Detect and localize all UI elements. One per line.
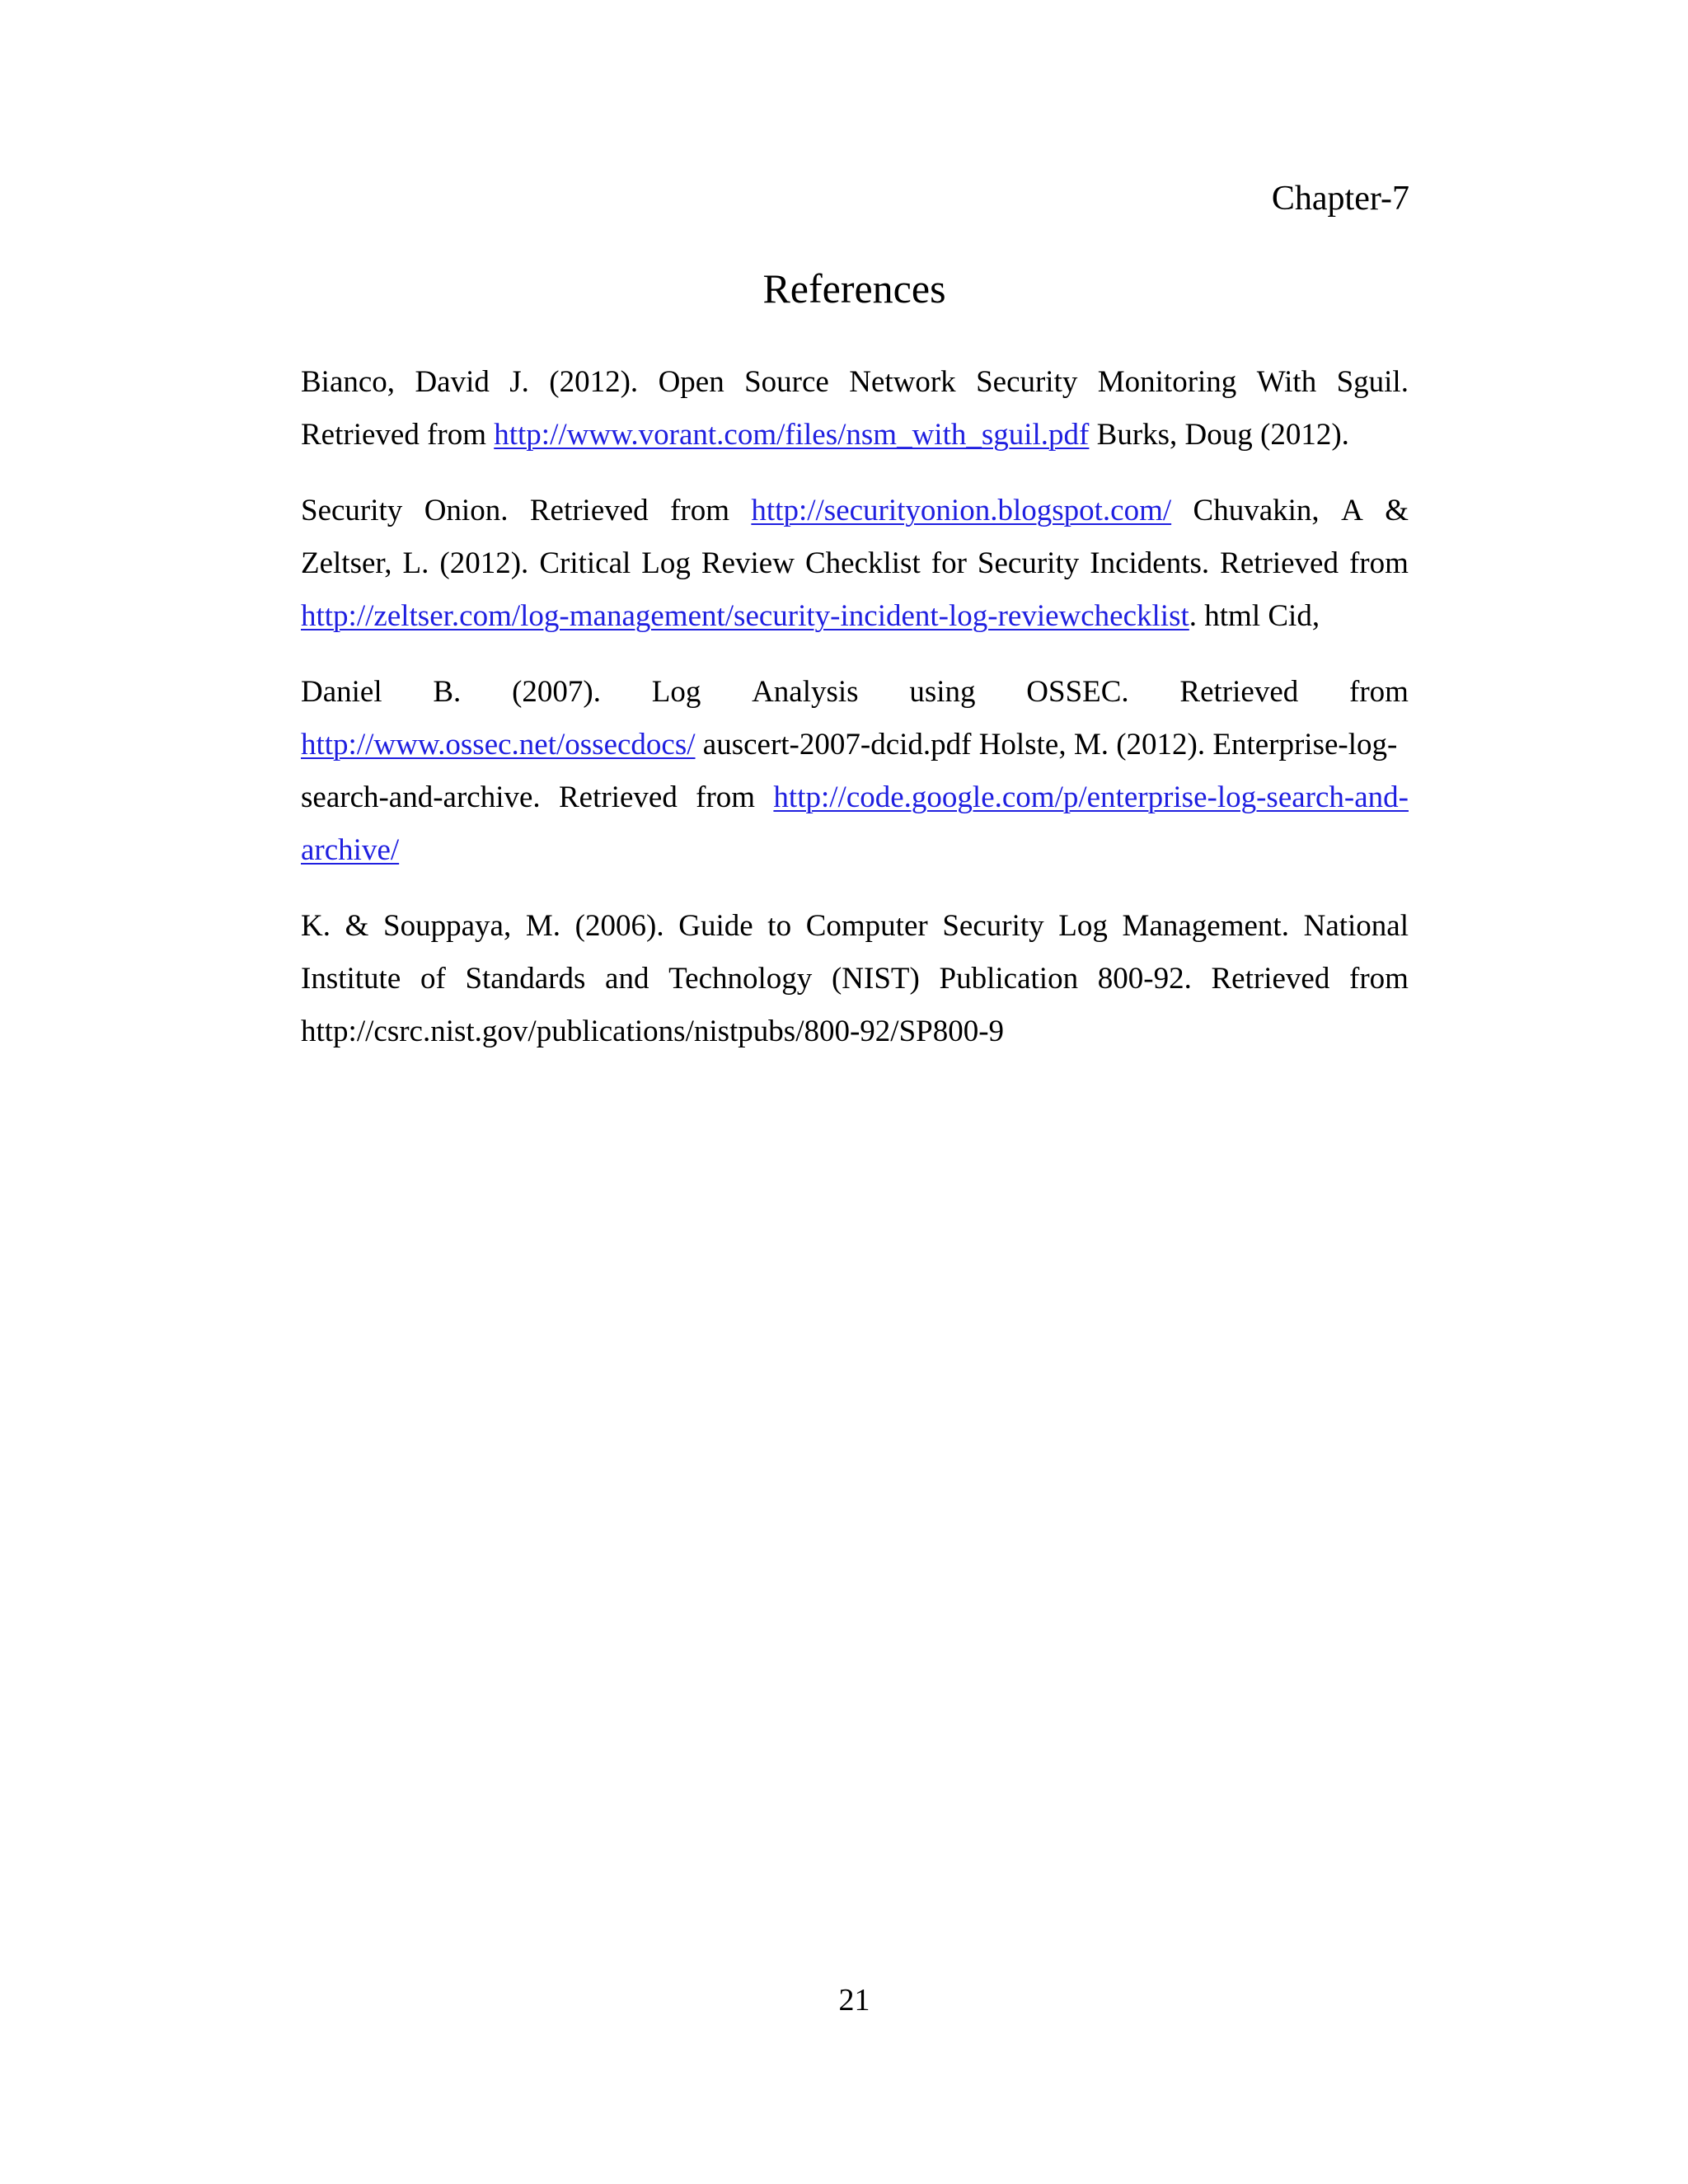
reference-3-line-1 (301, 666, 1409, 719)
reference-link-securityonion[interactable]: http://securityonion.blogspot.com/ (751, 494, 1172, 527)
reference-3-line-2 (301, 719, 1409, 771)
word: Critical (539, 546, 631, 580)
word: L. (402, 546, 429, 580)
reference-link-ossec[interactable]: http://www.ossec.net/ossecdocs/ (301, 728, 696, 762)
word: Monitoring (1097, 365, 1237, 399)
word: Standards (465, 962, 586, 996)
word: Checklist (804, 546, 921, 580)
reference-2-line-3 (301, 590, 1409, 643)
word: (NIST) (831, 962, 920, 996)
word: Log (1058, 909, 1108, 943)
word: J. (509, 365, 529, 399)
word: & (1385, 494, 1409, 527)
word: Log (641, 546, 691, 580)
word: Network (849, 365, 956, 399)
word: from (696, 780, 756, 814)
word: Technology (668, 962, 813, 996)
word: of (420, 962, 446, 996)
word: Analysis (752, 675, 859, 709)
reference-2-line-1 (301, 485, 1409, 537)
word: National (1303, 909, 1409, 943)
word: Computer (805, 909, 928, 943)
word: for (931, 546, 967, 580)
word: Source (744, 365, 829, 399)
word: Review (701, 546, 795, 580)
reference-2-line-2 (301, 537, 1409, 590)
word: Souppaya, (383, 909, 512, 943)
reference-entry-2 (301, 485, 1409, 643)
word: Institute (301, 962, 401, 996)
word: Security (942, 909, 1044, 943)
word: from (670, 494, 729, 527)
reference-entry-4 (301, 900, 1409, 1058)
word: With (1256, 365, 1317, 399)
reference-entry-3 (301, 666, 1409, 877)
word: to (767, 909, 792, 943)
word: Guide (678, 909, 753, 943)
reference-1-line-2 (301, 409, 1409, 462)
word: Management. (1122, 909, 1289, 943)
page-number: 21 (838, 1983, 870, 2018)
word: David (415, 365, 490, 399)
word: & (345, 909, 369, 943)
word: Security (301, 494, 403, 527)
word: Chuvakin, (1193, 494, 1320, 527)
word: Retrieved (1179, 675, 1299, 709)
word: Daniel (301, 675, 382, 709)
word: from (1349, 962, 1409, 996)
word: Retrieved (529, 494, 649, 527)
word: from (1348, 546, 1409, 580)
word: search-and-archive. (301, 780, 541, 814)
reference-4-line-1 (301, 900, 1409, 953)
word: (2012). (549, 365, 639, 399)
word: B. (433, 675, 462, 709)
page-title: References (762, 265, 946, 312)
word: (2012). (439, 546, 529, 580)
word: Sguil. (1336, 365, 1409, 399)
word: Log (651, 675, 701, 709)
word: A (1341, 494, 1363, 527)
reference-link-zeltser[interactable]: http://zeltser.com/log-management/security-incident-log-reviewchecklist (301, 599, 1189, 633)
word: Bianco, (301, 365, 396, 399)
word: (2006). (574, 909, 664, 943)
reference-link-vorant[interactable]: http://www.vorant.com/files/nsm_with_sguil.pdf (494, 418, 1090, 452)
reference-3-line-3 (301, 771, 1409, 824)
word: Zeltser, (301, 546, 392, 580)
word: Security (976, 365, 1078, 399)
reference-text: Retrieved from (301, 418, 495, 452)
reference-text: . html Cid, (1189, 599, 1320, 633)
word: Publication (939, 962, 1079, 996)
reference-1-line-1 (301, 356, 1409, 409)
word: Onion. (424, 494, 509, 527)
reference-3-line-4 (301, 824, 1409, 877)
reference-url-text: http://csrc.nist.gov/publications/nistpubs/800-92/SP800-9 (301, 1015, 1005, 1048)
word: Retrieved (1220, 546, 1339, 580)
word: M. (525, 909, 561, 943)
word: from (1349, 675, 1409, 709)
word: using (909, 675, 976, 709)
reference-link-google-code-continued[interactable]: archive/ (301, 833, 400, 867)
reference-entry-1 (301, 356, 1409, 462)
reference-text: Burks, Doug (2012). (1089, 418, 1349, 452)
word: Security (977, 546, 1080, 580)
word: Retrieved (559, 780, 678, 814)
word: K. (301, 909, 331, 943)
chapter-label: Chapter-7 (1271, 180, 1409, 218)
reference-4-line-3 (301, 1005, 1409, 1058)
word: (2007). (512, 675, 601, 709)
word: Retrieved (1211, 962, 1330, 996)
word: 800-92. (1097, 962, 1192, 996)
reference-4-line-2 (301, 953, 1409, 1005)
reference-link-google-code[interactable]: http://code.google.com/p/enterprise-log-search-and- (773, 780, 1409, 814)
reference-text: auscert-2007-dcid.pdf Holste, M. (2012). Enterprise-log- (695, 728, 1398, 762)
word: Incidents. (1090, 546, 1210, 580)
word: Open (658, 365, 724, 399)
word: OSSEC. (1026, 675, 1129, 709)
word: and (605, 962, 649, 996)
